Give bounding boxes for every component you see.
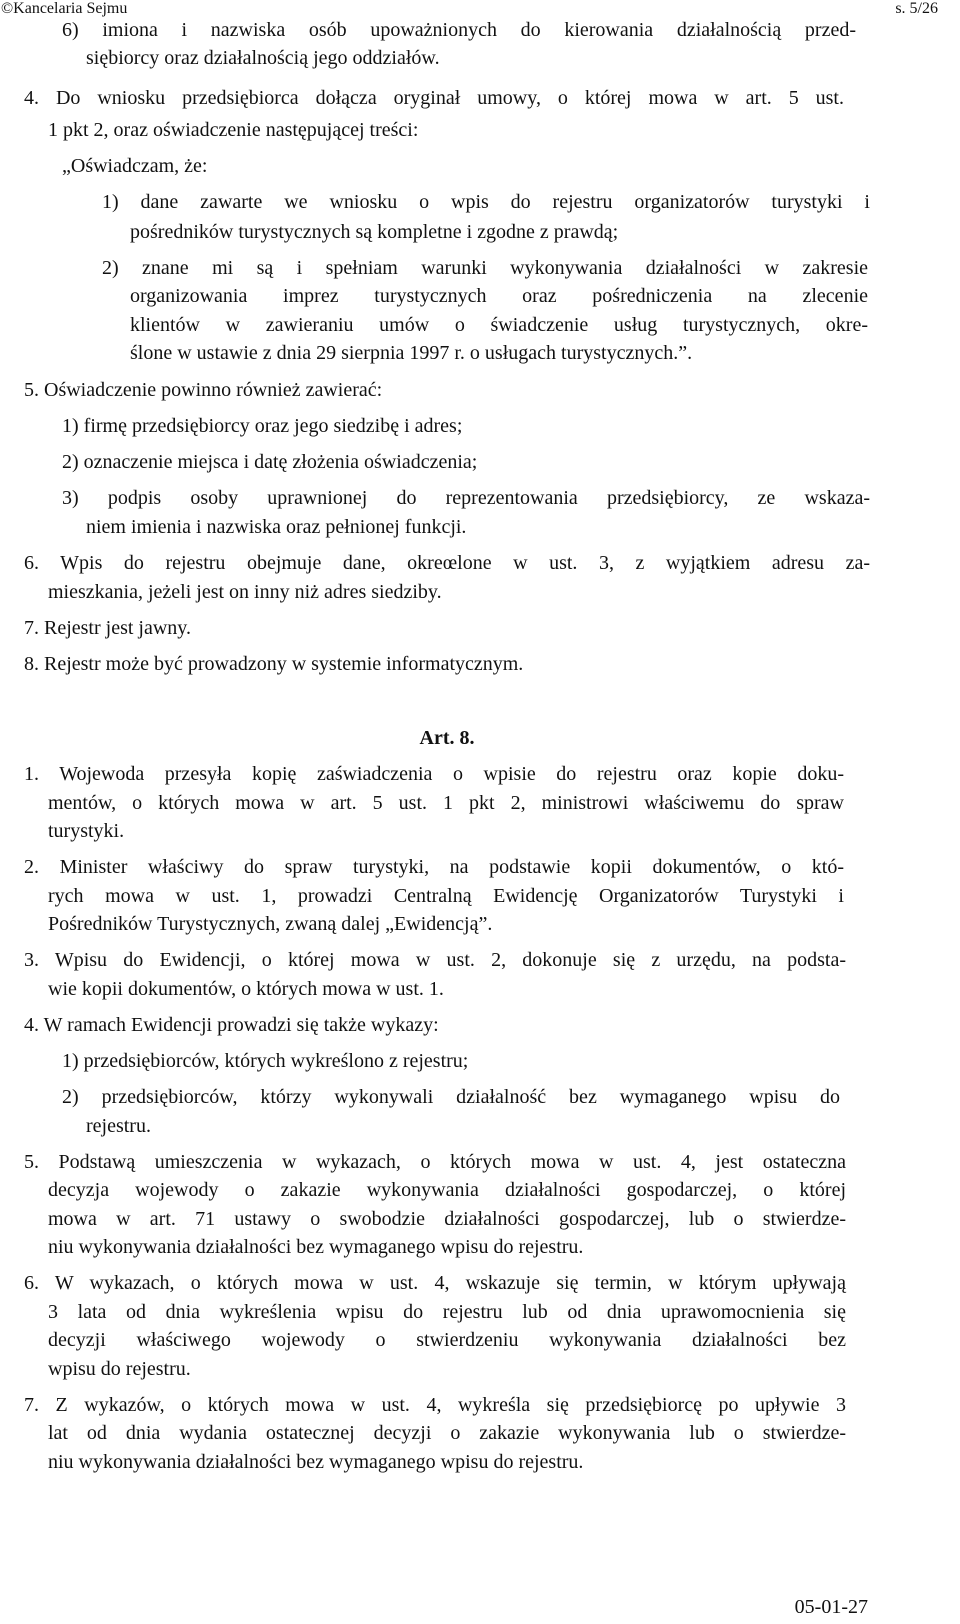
text-line: 1. Wojewoda przesyła kopię zaświadczenia o wpisie do rejestru oraz kopie doku- bbox=[24, 763, 844, 785]
text-line: Pośredników Turystycznych, zwaną dalej „Ewidencją”. bbox=[48, 913, 493, 935]
text-line: 8. Rejestr może być prowadzony w systemie informatycznym. bbox=[24, 653, 524, 675]
text-line: rych mowa w ust. 1, prowadzi Centralną Ewidencję Organizatorów Turystyki i bbox=[48, 885, 844, 907]
text-line: 5. Oświadczenie powinno również zawierać: bbox=[24, 379, 383, 401]
text-line: 2) oznaczenie miejsca i datę złożenia oświadczenia; bbox=[62, 451, 478, 473]
text-line: rejestru. bbox=[86, 1115, 151, 1137]
text-line: turystyki. bbox=[48, 820, 125, 842]
text-line: lat od dnia wydania ostatecznej decyzji o zakazie wykonywania lub o stwierdze- bbox=[48, 1422, 846, 1444]
text-line: decyzji właściwego wojewody o stwierdzeniu wykonywania działalności bez bbox=[48, 1329, 846, 1351]
text-line: mieszkania, jeżeli jest on inny niż adres siedziby. bbox=[48, 581, 442, 603]
text-line: 4. Do wniosku przedsiębiorca dołącza oryginał umowy, o której mowa w art. 5 ust. bbox=[24, 87, 844, 109]
text-line: pośredników turystycznych są kompletne i zgodne z prawdą; bbox=[130, 221, 619, 243]
text-line: 6. Wpis do rejestru obejmuje dane, okreœlone w ust. 3, z wyjątkiem adresu za- bbox=[24, 552, 870, 574]
article-heading: Art. 8. bbox=[419, 727, 475, 749]
text-line: 2. Minister właściwy do spraw turystyki, na podstawie kopii dokumentów, o któ- bbox=[24, 856, 844, 878]
text-line: 3 lata od dnia wykreślenia wpisu do rejestru lub od dnia uprawomocnienia się bbox=[48, 1301, 846, 1323]
text-line: organizowania imprez turystycznych oraz pośredniczenia na zlecenie bbox=[130, 285, 868, 307]
text-line: niem imienia i nazwiska oraz pełnionej funkcji. bbox=[86, 516, 467, 538]
text-line: wpisu do rejestru. bbox=[48, 1358, 191, 1380]
text-line: 5. Podstawą umieszczenia w wykazach, o których mowa w ust. 4, jest ostateczna bbox=[24, 1151, 846, 1173]
text-line: 1) firmę przedsiębiorcy oraz jego siedzibę i adres; bbox=[62, 415, 463, 437]
footer-date: 05-01-27 bbox=[794, 1596, 868, 1618]
text-line: 6. W wykazach, o których mowa w ust. 4, wskazuje się termin, w którym upływają bbox=[24, 1272, 846, 1294]
text-line: 2) znane mi są i spełniam warunki wykonywania działalności w zakresie bbox=[102, 257, 868, 279]
text-line: „Oświadczam, że: bbox=[62, 155, 208, 177]
text-line: 3. Wpisu do Ewidencji, o której mowa w ust. 2, dokonuje się z urzędu, na podsta- bbox=[24, 949, 846, 971]
text-line: 7. Rejestr jest jawny. bbox=[24, 617, 192, 639]
text-line: ślone w ustawie z dnia 29 sierpnia 1997 r. o usługach turystycznych.”. bbox=[130, 342, 693, 364]
header-page-number: s. 5/26 bbox=[895, 0, 938, 17]
text-line: 1) przedsiębiorców, których wykreślono z rejestru; bbox=[62, 1050, 469, 1072]
text-line: niu wykonywania działalności bez wymaganego wpisu do rejestru. bbox=[48, 1236, 584, 1258]
text-line: 6) imiona i nazwiska osób upoważnionych do kierowania działalnością przed- bbox=[62, 19, 856, 41]
text-line: 7. Z wykazów, o których mowa w ust. 4, wykreśla się przedsiębiorcę po upływie 3 bbox=[24, 1394, 846, 1416]
text-line: wie kopii dokumentów, o których mowa w ust. 1. bbox=[48, 978, 444, 1000]
text-line: mentów, o których mowa w art. 5 ust. 1 pkt 2, ministrowi właściwemu do spraw bbox=[48, 792, 844, 814]
text-line: 1) dane zawarte we wniosku o wpis do rejestru organizatorów turystyki i bbox=[102, 191, 870, 213]
text-line: niu wykonywania działalności bez wymaganego wpisu do rejestru. bbox=[48, 1451, 584, 1473]
text-line: 4. W ramach Ewidencji prowadzi się także wykazy: bbox=[24, 1014, 439, 1036]
text-line: 3) podpis osoby uprawnionej do reprezentowania przedsiębiorcy, ze wskaza- bbox=[62, 487, 870, 509]
text-line: siębiorcy oraz działalnością jego oddziałów. bbox=[86, 47, 440, 69]
text-line: 1 pkt 2, oraz oświadczenie następującej treści: bbox=[48, 119, 419, 141]
text-line: klientów w zawieraniu umów o świadczenie usług turystycznych, okre- bbox=[130, 314, 868, 336]
text-line: mowa w art. 71 ustawy o swobodzie działalności gospodarczej, lub o stwierdze- bbox=[48, 1208, 846, 1230]
text-line: decyzja wojewody o zakazie wykonywania działalności gospodarczej, o której bbox=[48, 1179, 846, 1201]
text-line: 2) przedsiębiorców, którzy wykonywali działalność bez wymaganego wpisu do bbox=[62, 1086, 840, 1108]
header-source: ©Kancelaria Sejmu bbox=[1, 0, 128, 17]
